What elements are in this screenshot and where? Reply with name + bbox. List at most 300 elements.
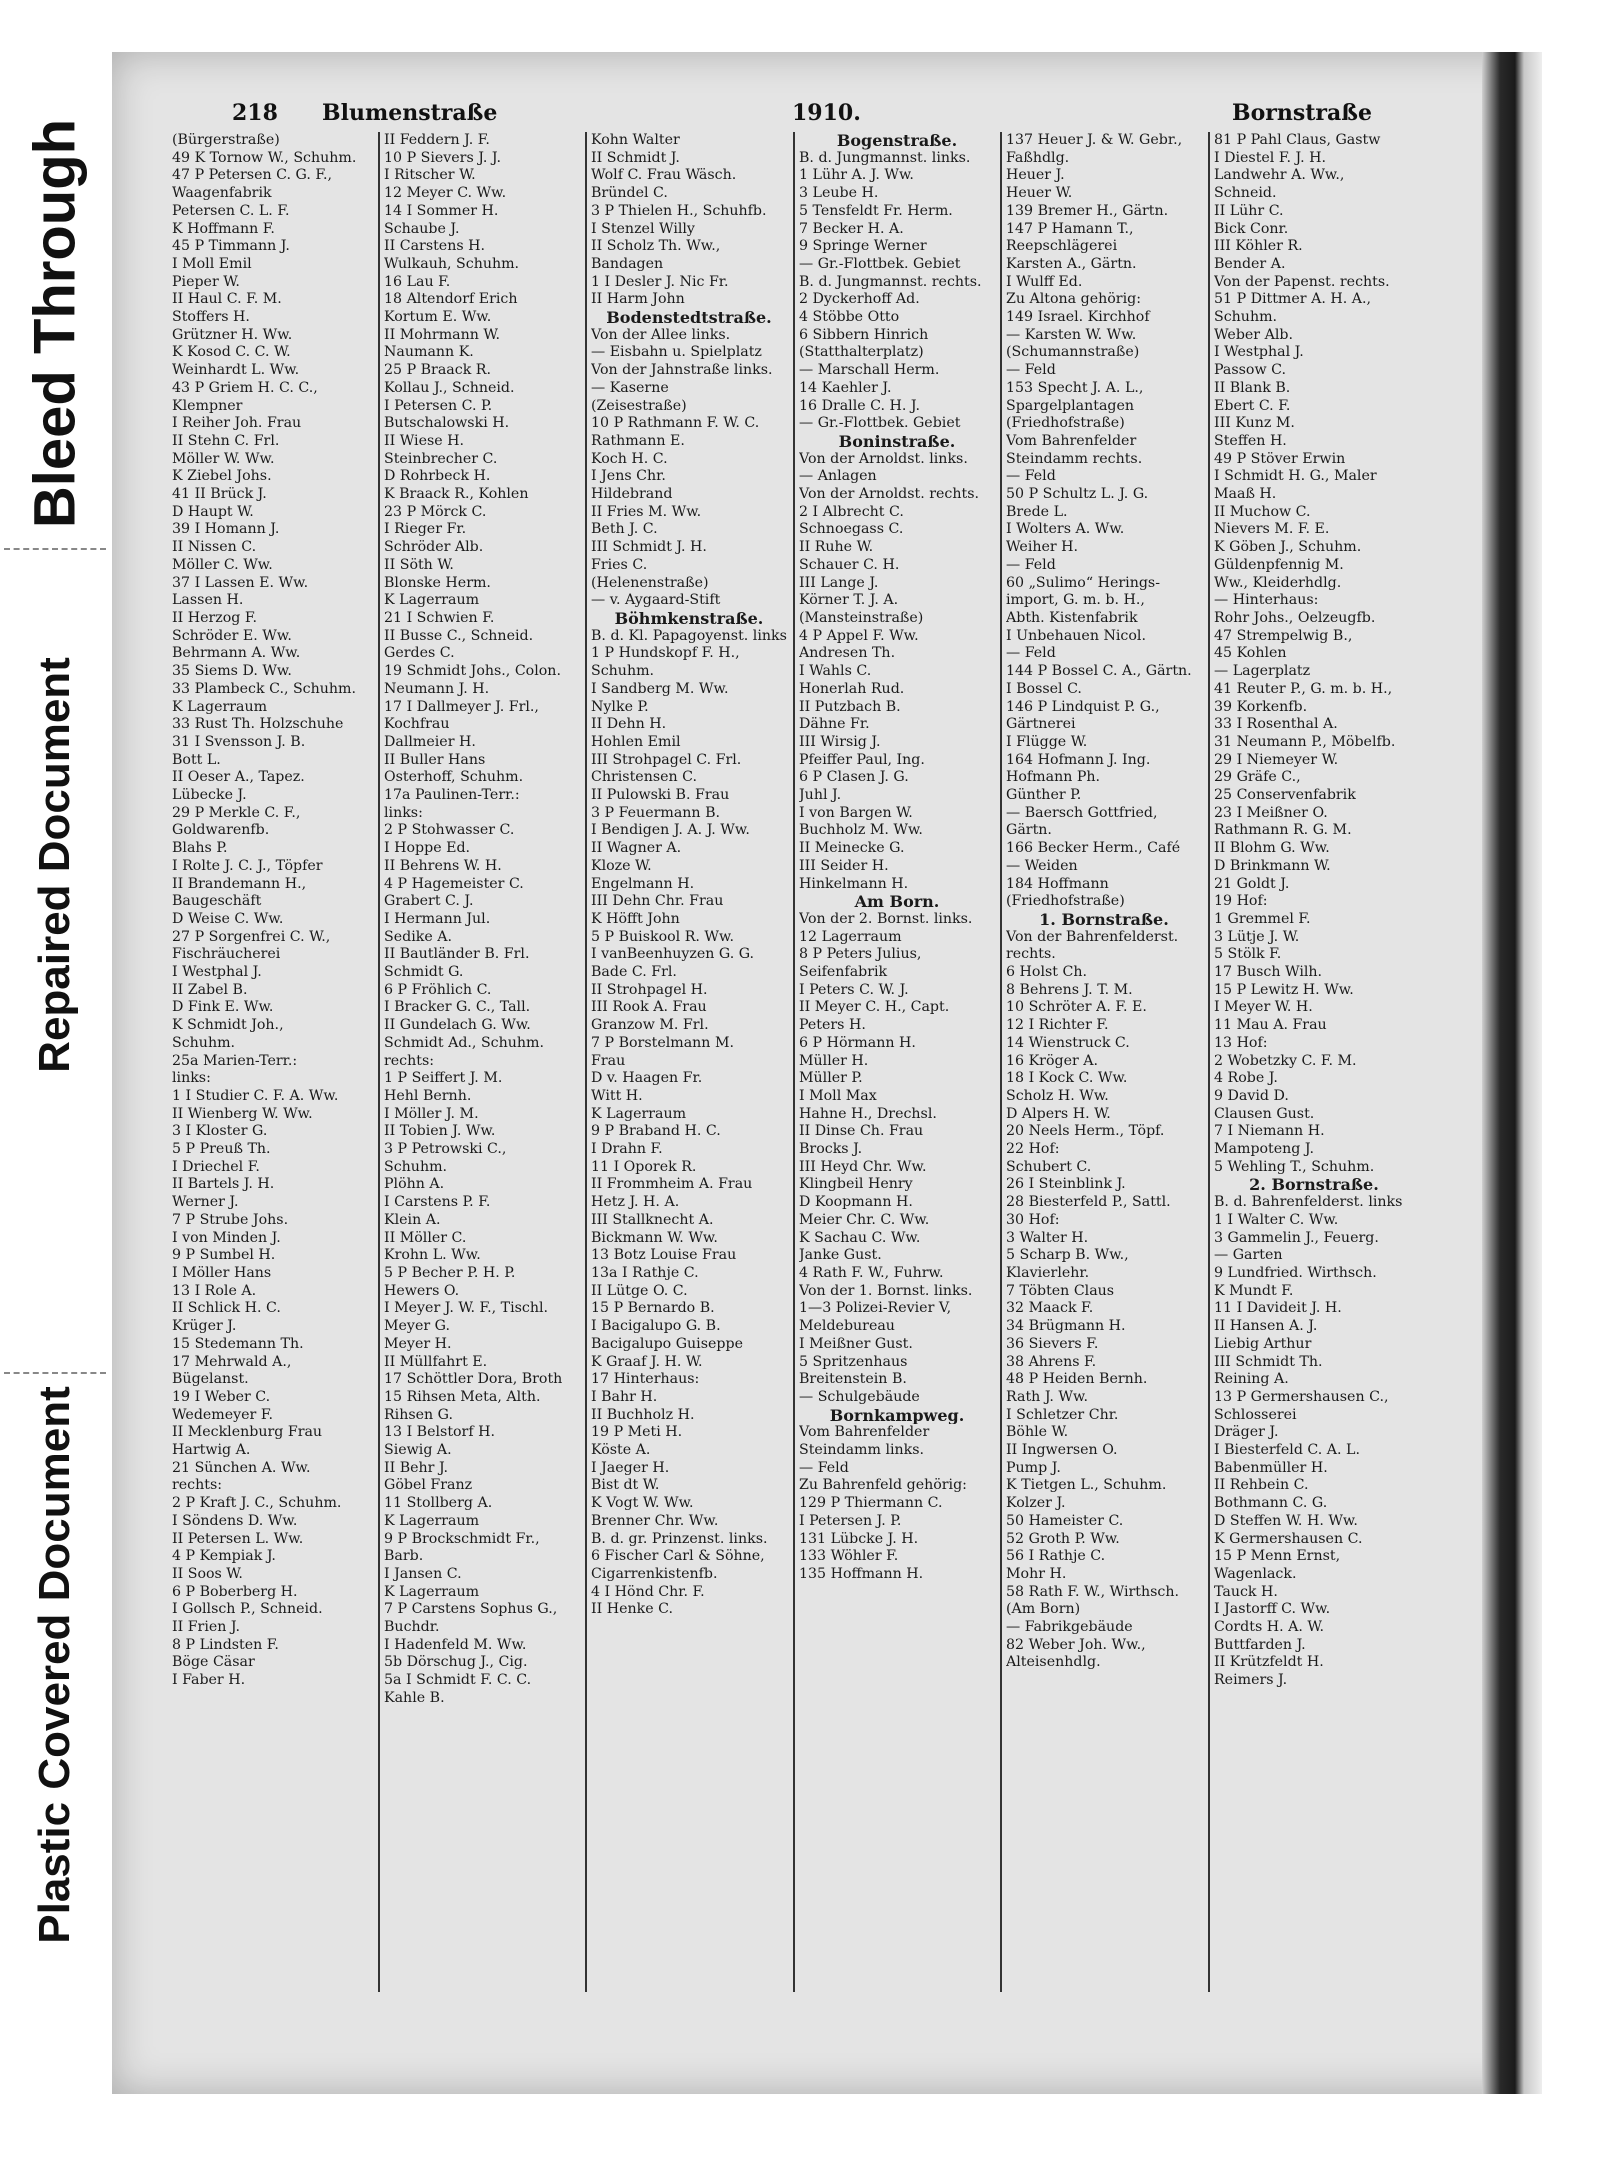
directory-line: II Scholz Th. Ww., (591, 238, 721, 255)
directory-line: 31 I Svensson J. B. (172, 733, 306, 750)
directory-line: Heuer W. (1006, 185, 1073, 202)
directory-line: Dallmeier H. (384, 733, 476, 750)
directory-line: 33 Plambeck C., Schuhm. (172, 680, 357, 697)
directory-line: Bothmann C. G. (1214, 1495, 1328, 1512)
directory-line: Pieper W. (172, 273, 240, 290)
directory-line: 30 Hof: (1006, 1211, 1060, 1228)
directory-line: II Lütge O. C. (591, 1282, 688, 1299)
directory-line: 23 P Mörck C. (384, 503, 487, 520)
directory-line: K Tietgen L., Schuhm. (1006, 1477, 1167, 1494)
directory-line: I Meyer W. H. (1214, 999, 1313, 1016)
directory-line: Granzow M. Frl. (591, 1017, 709, 1034)
directory-line: Scholz H. Ww. (1006, 1087, 1109, 1104)
directory-line: I vanBeenhuyzen G. G. (591, 946, 755, 963)
directory-line: 29 Gräfe C., (1214, 769, 1301, 786)
directory-line: 17 Busch Wilh. (1214, 964, 1323, 981)
directory-line: 25 Conservenfabrik (1214, 787, 1356, 804)
directory-line: Grützner H. Ww. (172, 326, 293, 343)
directory-line: Rihsen G. (384, 1406, 454, 1423)
directory-line: II Oeser A., Tapez. (172, 769, 305, 786)
directory-line: — Anlagen (799, 468, 877, 485)
directory-line: II Brandemann H., (172, 875, 307, 892)
directory-line: I Moll Emil (172, 255, 252, 272)
directory-line: 17 Schöttler Dora, Broth (384, 1371, 563, 1388)
directory-line: II Behrens W. H. (384, 857, 502, 874)
directory-line: Bade C. Frl. (591, 964, 677, 981)
directory-line: D Weise C. Ww. (172, 910, 284, 927)
directory-line: 1 I Walter C. Ww. (1214, 1211, 1339, 1228)
directory-line: Peters H. (799, 1017, 866, 1034)
column-3 (591, 132, 787, 1992)
directory-line: 25a Marien-Terr.: (172, 1052, 298, 1069)
directory-line: 13 Botz Louise Frau (591, 1247, 737, 1264)
directory-line: Schmidt Ad., Schuhm. (384, 1034, 544, 1051)
directory-line: 11 Stollberg A. (384, 1495, 493, 1512)
directory-line: K Ziebel Johs. (172, 468, 272, 485)
directory-line: Brede L. (1006, 503, 1068, 520)
directory-line: Neumann J. H. (384, 680, 490, 697)
directory-line: I Bossel C. (1006, 680, 1082, 697)
directory-line: 11 I Oporek R. (591, 1158, 697, 1175)
directory-line: Vom Bahrenfelder (799, 1424, 930, 1441)
directory-line: links: (384, 804, 423, 821)
directory-line: Babenmüller H. (1214, 1459, 1328, 1476)
directory-line: II Busse C., Schneid. (384, 627, 534, 644)
directory-line: 2 I Albrecht C. (799, 503, 904, 520)
directory-line: 21 Goldt J. (1214, 875, 1290, 892)
directory-line: Müller P. (799, 1070, 863, 1087)
directory-line: Schuhm. (1214, 309, 1278, 326)
directory-line: I Faber H. (172, 1672, 246, 1689)
directory-line: 34 Brügmann H. (1006, 1318, 1126, 1335)
directory-line: 5 Tensfeldt Fr. Herm. (799, 202, 953, 219)
directory-line: Behrmann A. Ww. (172, 645, 301, 662)
directory-line: — Karsten W. Ww. (1006, 326, 1137, 343)
directory-line: III Dehn Chr. Frau (591, 893, 724, 910)
directory-line: 20 Neels Herm., Töpf. (1006, 1123, 1165, 1140)
directory-line: 7 Töbten Claus (1006, 1282, 1115, 1299)
directory-line: 10 Schröter A. F. E. (1006, 999, 1147, 1016)
directory-line: Kortum E. Ww. (384, 309, 492, 326)
directory-line: Krüger J. (172, 1318, 237, 1335)
directory-line: Dräger J. (1214, 1424, 1279, 1441)
directory-line: 1 Lühr A. J. Ww. (799, 167, 914, 184)
directory-line: 6 P Fröhlich C. (384, 981, 492, 998)
directory-line: 1 Gremmel F. (1214, 910, 1311, 927)
directory-line: Bogenstraße. (836, 132, 958, 150)
directory-line: I Petersen J. P. (799, 1512, 902, 1529)
directory-line: III Kunz M. (1214, 415, 1295, 432)
directory-line: Karsten A., Gärtn. (1006, 255, 1137, 272)
directory-line: Abth. Kistenfabrik (1006, 609, 1138, 626)
directory-line: K Germershausen C. (1214, 1530, 1363, 1547)
directory-line: D v. Haagen Fr. (591, 1070, 703, 1087)
directory-line: Bügelanst. (172, 1371, 249, 1388)
directory-line: II Carstens H. (384, 238, 486, 255)
directory-line: 15 Rihsen Meta, Alth. (384, 1388, 541, 1405)
directory-line: 12 I Richter F. (1006, 1017, 1109, 1034)
directory-line: — Feld (1006, 362, 1056, 379)
directory-line: 28 Biesterfeld P., Sattl. (1006, 1194, 1171, 1211)
directory-line: Schauer C. H. (799, 556, 900, 573)
directory-line: Rathmann E. (591, 432, 685, 449)
directory-line: 7 Becker H. A. (799, 220, 904, 237)
directory-line: (Mansteinstraße) (799, 609, 924, 626)
directory-line: — Hinterhaus: (1214, 592, 1319, 609)
directory-line: 11 I Davideit J. H. (1214, 1300, 1342, 1317)
directory-line: 10 P Sievers J. J. (384, 149, 501, 166)
directory-line: I Bendigen J. A. J. Ww. (591, 822, 750, 839)
directory-line: III Schmidt J. H. (591, 539, 707, 556)
directory-line: Hofmann Ph. (1006, 769, 1101, 786)
directory-line: Clausen Gust. (1214, 1105, 1315, 1122)
directory-line: I Drahn F. (591, 1141, 663, 1158)
directory-line: Butschalowski H. (384, 415, 510, 432)
column-2 (384, 132, 580, 1992)
directory-line: 35 Siems D. Ww. (172, 663, 292, 680)
directory-line: 18 I Kock C. Ww. (1006, 1070, 1128, 1087)
directory-line: K Braack R., Kohlen (384, 486, 529, 503)
directory-line: Fischräucherei (172, 946, 281, 963)
directory-line: (Helenenstraße) (591, 574, 709, 591)
directory-line: Kolzer J. (1006, 1495, 1066, 1512)
directory-line: I Peters C. W. J. (799, 981, 909, 998)
directory-line: 17 Mehrwald A., (172, 1353, 292, 1370)
directory-line: 5 Spritzenhaus (799, 1353, 908, 1370)
directory-line: 5 Wehling T., Schuhm. (1214, 1158, 1375, 1175)
directory-line: K Höfft John (591, 910, 680, 927)
directory-line: I Driechel F. (172, 1158, 260, 1175)
directory-line: Möller W. Ww. (172, 450, 275, 467)
directory-line: Siewig A. (384, 1442, 452, 1459)
directory-line: 32 Maack F. (1006, 1300, 1094, 1317)
directory-line: Güldenpfennig M. (1214, 556, 1344, 573)
directory-line: II Soos W. (172, 1565, 243, 1582)
directory-line: 6 Holst Ch. (1006, 964, 1087, 981)
directory-line: Waagenfabrik (172, 185, 272, 202)
directory-line: 47 P Petersen C. G. F., (172, 167, 332, 184)
directory-line: K Lagerraum (172, 698, 268, 715)
directory-line: D Brinkmann W. (1214, 857, 1331, 874)
directory-line: II Möller C. (384, 1229, 467, 1246)
directory-line: 7 I Niemann H. (1214, 1123, 1325, 1140)
directory-line: — Garten (1214, 1247, 1283, 1264)
directory-line: Göbel Franz (384, 1477, 473, 1494)
directory-line: Wedemeyer F. (172, 1406, 273, 1423)
directory-line: — Fabrikgebäude (1006, 1619, 1133, 1636)
directory-line: Zu Bahrenfeld gehörig: (799, 1477, 967, 1494)
directory-line: 131 Lübcke J. H. (799, 1530, 919, 1547)
directory-line: II Gundelach G. Ww. (384, 1017, 531, 1034)
directory-line: 7 P Strube Johs. (172, 1211, 289, 1228)
directory-line: Grabert C. J. (384, 893, 474, 910)
directory-line: 26 I Steinblink J. (1006, 1176, 1126, 1193)
directory-line: — Gr.-Flottbek. Gebiet (799, 255, 961, 272)
directory-line: 6 P Clasen J. G. (799, 769, 909, 786)
directory-line: Pfeiffer Paul, Ing. (799, 751, 925, 768)
directory-line: II Stehn C. Frl. (172, 432, 280, 449)
directory-line: II Zabel B. (172, 981, 248, 998)
directory-line: Zu Altona gehörig: (1006, 291, 1141, 308)
directory-line: I von Bargen W. (799, 804, 913, 821)
directory-line: 6 Fischer Carl & Söhne, (591, 1548, 765, 1565)
directory-line: K Lagerraum (384, 592, 480, 609)
directory-line: Kohn Walter (591, 132, 680, 148)
directory-line: II Buller Hans (384, 751, 486, 768)
directory-line: — Feld (1006, 468, 1056, 485)
directory-line: 41 Reuter P., G. m. b. H., (1214, 680, 1393, 697)
directory-line: Klempner (172, 397, 243, 414)
directory-line: II Blank B. (1214, 379, 1291, 396)
directory-line: 50 Hameister C. (1006, 1512, 1124, 1529)
directory-line: 13a I Rathje C. (591, 1265, 699, 1281)
plastic-covered-label: Plastic Covered Document (30, 1386, 79, 1944)
directory-line: Frau (591, 1052, 626, 1069)
directory-line: (Schumannstraße) (1006, 344, 1140, 361)
directory-line: Barb. (384, 1548, 424, 1565)
directory-line: B. d. Bahrenfelderst. links (1214, 1194, 1403, 1211)
directory-line: (Zeisestraße) (591, 397, 687, 414)
directory-line: 2 Wobetzky C. F. M. (1214, 1052, 1357, 1069)
directory-line: II Buchholz H. (591, 1406, 695, 1423)
directory-line: Witt H. (591, 1087, 643, 1104)
directory-line: III Stallknecht A. (591, 1211, 714, 1228)
directory-line: I Westphal J. (172, 964, 262, 981)
directory-line: Rath J. Ww. (1006, 1388, 1088, 1405)
directory-line: 2 P Stohwasser C. (384, 822, 515, 839)
directory-line: II Dinse Ch. Frau (799, 1123, 924, 1140)
directory-line: II Krützfeldt H. (1214, 1654, 1324, 1671)
directory-line: rechts: (172, 1477, 223, 1494)
side-labels (0, 0, 110, 2177)
directory-line: 166 Becker Herm., Café (1006, 840, 1181, 857)
directory-line: Böhmkenstraße. (614, 609, 764, 628)
directory-line: Wolf C. Frau Wäsch. (591, 167, 737, 184)
directory-line: K Lagerraum (384, 1583, 480, 1600)
directory-line: 153 Specht J. A. L., (1006, 379, 1144, 396)
directory-line: 16 Lau F. (384, 273, 451, 290)
directory-line: 10 P Rathmann F. W. C. (591, 415, 760, 432)
directory-line: 6 Sibbern Hinrich (799, 326, 929, 343)
directory-line: 12 Meyer C. Ww. (384, 185, 507, 202)
directory-line: Körner T. J. A. (799, 592, 899, 609)
directory-line: 9 David D. (1214, 1087, 1289, 1104)
directory-line: Koch H. C. (591, 450, 668, 467)
directory-line: 4 P Kempiak J. (172, 1548, 276, 1565)
directory-line: I Petersen C. P. (384, 397, 493, 414)
directory-line: 37 I Lassen E. Ww. (172, 574, 309, 591)
directory-line: 22 Hof: (1006, 1141, 1060, 1158)
directory-line: II Lühr C. (1214, 202, 1284, 219)
directory-line: Maaß H. (1214, 486, 1277, 503)
directory-line: 36 Sievers F. (1006, 1335, 1099, 1352)
directory-line: 3 Lütje J. W. (1214, 928, 1300, 945)
directory-line: II Harm John (591, 291, 685, 308)
directory-line: 4 Robe J. (1214, 1070, 1278, 1087)
directory-line: Cigarrenkistenfb. (591, 1565, 718, 1582)
column-5 (1006, 132, 1202, 1992)
directory-line: Möller C. Ww. (172, 556, 273, 573)
directory-line: K Kosod C. C. W. (172, 344, 291, 361)
directory-line: 60 „Sulimo“ Herings- (1006, 574, 1160, 591)
directory-line: II Fries M. Ww. (591, 503, 702, 520)
directory-line: — Weiden (1006, 857, 1078, 874)
directory-line: Blahs P. (172, 840, 228, 857)
directory-line: 2 P Kraft J. C., Schuhm. (172, 1495, 342, 1512)
directory-line: Wagenlack. (1214, 1565, 1297, 1582)
directory-line: III Rook A. Frau (591, 999, 707, 1016)
directory-line: Meyer H. (384, 1335, 452, 1352)
directory-line: Faßhdlg. (1006, 149, 1070, 166)
column-4 (799, 132, 995, 1992)
directory-line: 5 P Becher P. H. P. (384, 1265, 516, 1281)
directory-line: Schubert C. (1006, 1158, 1092, 1175)
directory-line: 19 I Weber C. (172, 1388, 271, 1405)
directory-line: Gärtnerei (1006, 716, 1076, 733)
directory-line: Von der 2. Bornst. links. (799, 910, 973, 927)
directory-line: Petersen C. L. F. (172, 202, 290, 219)
directory-line: 137 Heuer J. & W. Gebr., (1006, 132, 1183, 148)
directory-line: Brocks J. (799, 1141, 863, 1158)
directory-line: 49 P Stöver Erwin (1214, 450, 1346, 467)
directory-line: Kahle B. (384, 1689, 445, 1706)
year: 1910. (792, 100, 861, 126)
directory-line: I Hadenfeld M. Ww. (384, 1636, 527, 1653)
directory-line: 8 P Lindsten F. (172, 1636, 279, 1653)
directory-line: 16 Kröger A. (1006, 1052, 1099, 1069)
directory-line: Reining A. (1214, 1371, 1289, 1388)
directory-line: Vom Bahrenfelder (1006, 432, 1137, 449)
directory-line: I Moll Max (799, 1087, 877, 1104)
directory-line: I Sandberg M. Ww. (591, 680, 729, 697)
directory-line: 15 Stedemann Th. (172, 1335, 304, 1352)
directory-line: 15 P Bernardo B. (591, 1300, 715, 1317)
directory-line: 9 Springe Werner (799, 238, 927, 255)
directory-line: I Jastorff C. Ww. (1214, 1601, 1331, 1618)
directory-line: 19 Schmidt Johs., Colon. (384, 663, 561, 680)
directory-line: I Gollsch P., Schneid. (172, 1601, 323, 1618)
directory-line: 4 Rath F. W., Fuhrw. (799, 1265, 944, 1281)
directory-line: 5a I Schmidt F. C. C. (384, 1672, 532, 1689)
directory-line: Böhle W. (1006, 1424, 1069, 1441)
directory-line: 82 Weber Joh. Ww., (1006, 1636, 1146, 1653)
directory-line: (Friedhofstraße) (1006, 893, 1125, 910)
directory-line: — Marschall Herm. (799, 362, 940, 379)
directory-line: Bodenstedtstraße. (606, 309, 772, 327)
directory-line: I Westphal J. (1214, 344, 1304, 361)
directory-line: 14 I Sommer H. (384, 202, 499, 219)
directory-line: rechts. (1006, 946, 1056, 963)
directory-line: 47 Strempelwig B., (1214, 627, 1353, 644)
column-rule (378, 132, 380, 1992)
directory-line: 7 P Carstens Sophus G., (384, 1601, 558, 1618)
directory-line: 13 I Role A. (172, 1282, 257, 1299)
directory-line: I Söndens D. Ww. (172, 1512, 298, 1529)
directory-line: Brenner Chr. Ww. (591, 1512, 719, 1529)
directory-line: Hehl Bernh. (384, 1087, 472, 1104)
directory-line: II Pulowski B. Frau (591, 787, 730, 804)
directory-line: Lassen H. (172, 592, 244, 609)
directory-line: II Ingwersen O. (1006, 1442, 1118, 1459)
directory-line: Ww., Kleiderhdlg. (1214, 574, 1342, 591)
directory-line: Schnoegass C. (799, 521, 904, 538)
directory-line: II Henke C. (591, 1601, 673, 1618)
right-running-title: Bornstraße (1232, 100, 1372, 126)
directory-line: 146 P Lindquist P. G., (1006, 698, 1160, 715)
directory-line: Steinbrecher C. (384, 450, 498, 467)
directory-line: Meier Chr. C. Ww. (799, 1211, 930, 1228)
directory-line: I Jansen C. (384, 1565, 462, 1582)
directory-line: Nievers M. F. E. (1214, 521, 1330, 538)
directory-line: 4 P Hagemeister C. (384, 875, 524, 892)
directory-line: B. d. Jungmannst. rechts. (799, 273, 982, 290)
directory-line: 13 Hof: (1214, 1034, 1268, 1051)
directory-line: II Müllfahrt E. (384, 1353, 488, 1370)
directory-line: Janke Gust. (799, 1247, 882, 1264)
directory-line: Breitenstein B. (799, 1371, 907, 1388)
directory-line: (Friedhofstraße) (1006, 415, 1125, 432)
directory-line: Hartwig A. (172, 1442, 251, 1459)
directory-line: 58 Rath F. W., Wirthsch. (1006, 1583, 1180, 1600)
directory-line: 1. Bornstraße. (1039, 910, 1169, 929)
directory-line: 48 P Heiden Bernh. (1006, 1371, 1148, 1388)
directory-line: Blonske Herm. (384, 574, 491, 591)
directory-line: 9 Lundfried. Wirthsch. (1214, 1265, 1377, 1281)
directory-line: Von der Allee links. (591, 326, 731, 343)
directory-line: I Wolters A. Ww. (1006, 521, 1125, 538)
directory-line: Boninstraße. (838, 432, 956, 451)
directory-line: 11 Mau A. Frau (1214, 1017, 1327, 1034)
directory-line: 17 I Dallmeyer J. Frl., (384, 698, 539, 715)
directory-line: K Göben J., Schuhm. (1214, 539, 1362, 556)
directory-line: rechts: (384, 1052, 435, 1069)
directory-line: 33 I Rosenthal A. (1214, 716, 1338, 733)
directory-line: Bender A. (1214, 255, 1286, 272)
directory-line: 19 P Meti H. (591, 1424, 683, 1441)
directory-line: D Alpers H. W. (1006, 1105, 1111, 1122)
directory-line: Buchholz M. Ww. (799, 822, 923, 839)
directory-line: 1 P Seiffert J. M. (384, 1070, 503, 1087)
directory-line: Osterhoff, Schuhm. (384, 769, 524, 786)
directory-line: Ebert C. F. (1214, 397, 1291, 414)
directory-line: Dähne Fr. (799, 716, 870, 733)
directory-line: Mohr H. (1006, 1565, 1067, 1582)
directory-line: Wulkauh, Schuhm. (384, 255, 520, 272)
directory-line: 15 P Lewitz H. Ww. (1214, 981, 1354, 998)
directory-line: 1 I Studier C. F. A. Ww. (172, 1087, 339, 1104)
directory-line: Klavierlehr. (1006, 1265, 1090, 1281)
directory-line: Buttfarden J. (1214, 1636, 1306, 1653)
directory-line: 45 Kohlen (1214, 645, 1287, 662)
directory-line: Plöhn A. (384, 1176, 445, 1193)
directory-line: 3 Gammelin J., Feuerg. (1214, 1229, 1379, 1246)
directory-line: 31 Neumann P., Möbelfb. (1214, 733, 1396, 750)
directory-line: 38 Ahrens F. (1006, 1353, 1097, 1370)
directory-line: II Frien J. (172, 1619, 241, 1636)
directory-line: Schaube J. (384, 220, 460, 237)
directory-line: Von der Arnoldst. links. (799, 450, 968, 467)
directory-line: II Bautländer B. Frl. (384, 946, 530, 963)
directory-line: Heuer J. (1006, 167, 1065, 184)
left-running-title: Blumenstraße (322, 100, 498, 126)
directory-line: 129 P Thiermann C. (799, 1495, 943, 1512)
directory-line: Meyer G. (384, 1318, 450, 1335)
directory-line: 39 Korkenfb. (1214, 698, 1308, 715)
directory-line: Hohlen Emil (591, 733, 681, 750)
directory-line: 135 Hoffmann H. (799, 1565, 924, 1582)
directory-line: 8 P Peters Julius, (799, 946, 922, 963)
directory-line: Weinhardt L. Ww. (172, 362, 300, 379)
